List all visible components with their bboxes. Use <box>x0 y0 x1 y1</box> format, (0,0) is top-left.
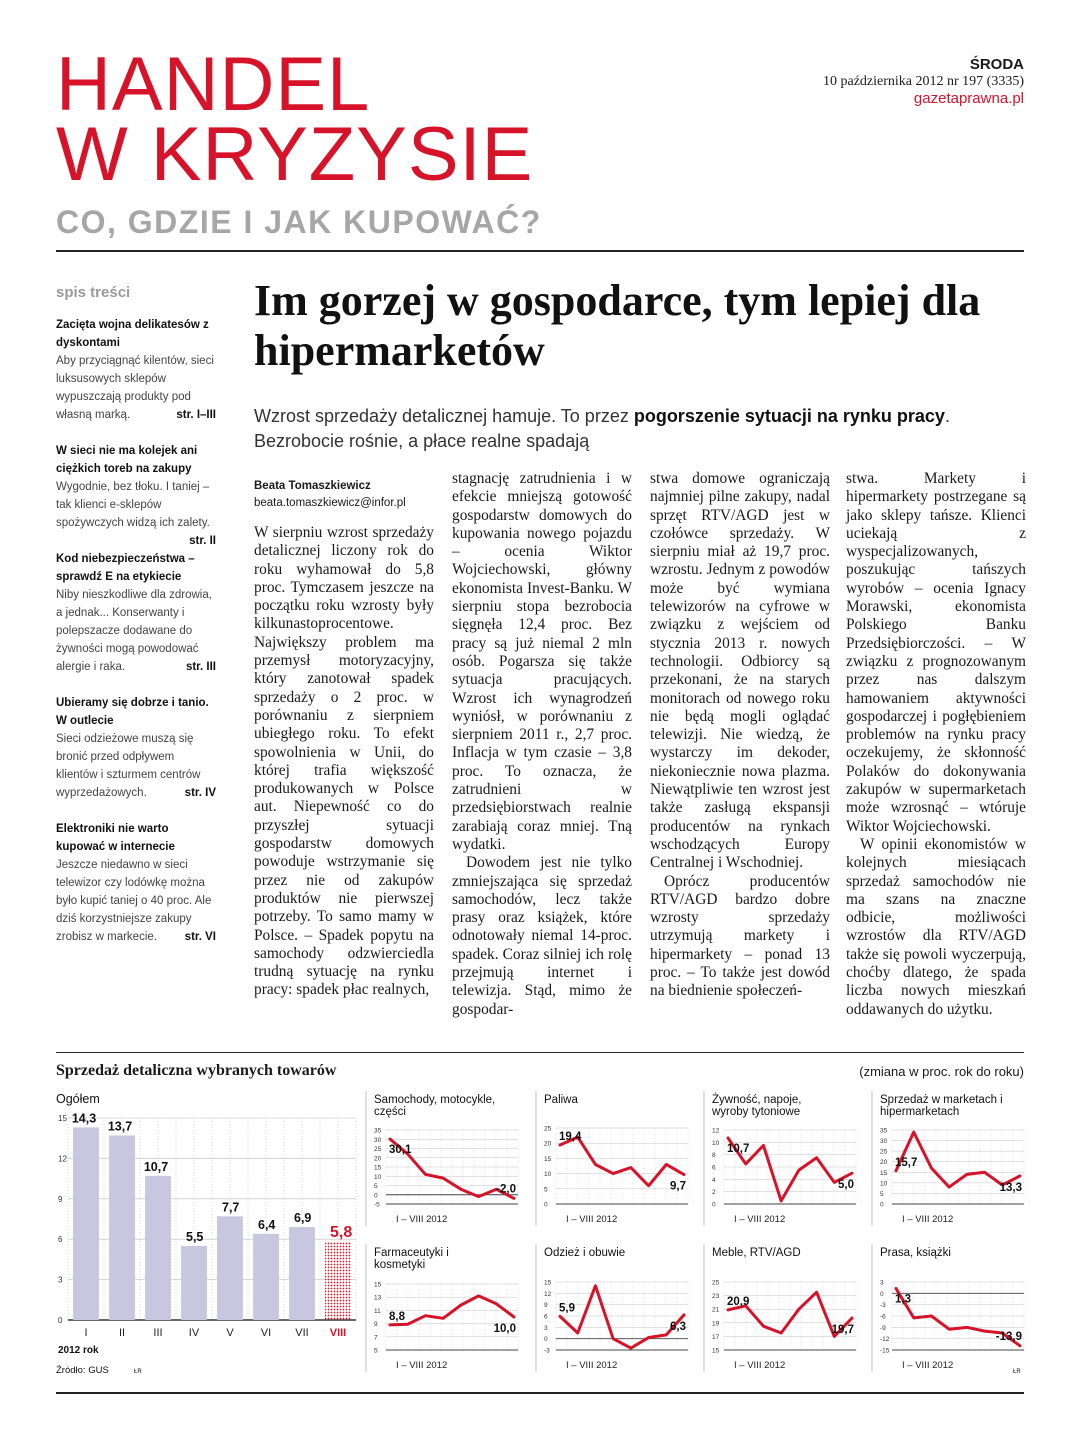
toc-item[interactable] <box>56 442 216 547</box>
y-tick-label: -5 <box>374 1201 380 1209</box>
article-column-3 <box>650 470 830 1001</box>
dateline <box>823 56 1024 107</box>
series-line <box>560 1286 684 1348</box>
toc-item-body: Wygodnie, bez tłoku. I taniej – tak klienci e-sklepów spożywczych widzą ich zalety. str. II <box>56 478 216 532</box>
y-tick-label: 4 <box>712 1176 716 1184</box>
source-label: Źródło: GUS <box>56 1365 109 1376</box>
chart-title: Odzież i obuwie <box>544 1247 626 1259</box>
y-tick-label: 0 <box>544 1201 548 1209</box>
article-paragraph: Dowodem jest nie tylko zmniejszająca się sprzedaż samochodów, lecz także prasy oraz książek, które odnotowały niemal 14-proc. spadek. Coraz silniej ich rolę przejmują internet i telewizja. Stąd, mimo że gospodar- <box>452 854 632 1018</box>
y-tick-label: 23 <box>712 1293 720 1301</box>
article-column-4 <box>846 470 1026 1019</box>
chart-title: części <box>374 1106 406 1118</box>
y-tick-label: -3 <box>880 1302 886 1310</box>
y-tick-label: 10 <box>544 1171 552 1179</box>
x-tick-label: VII <box>295 1327 309 1339</box>
y-tick-label: 9 <box>374 1321 378 1329</box>
table-of-contents <box>56 284 216 964</box>
chart-section-divider <box>56 1052 1024 1053</box>
y-tick-label: 0 <box>374 1192 378 1200</box>
y-tick-label: -3 <box>544 1347 550 1355</box>
article-paragraph: Oprócz producentów RTV/AGD bardzo dobre wzrosty sprzedaży utrzymują markety i hipermarkety – ponad 13 proc. – To także jest dowód na biednienie społeczeń- <box>650 872 830 1000</box>
y-tick-label: 6 <box>58 1235 63 1245</box>
chart-title: Sprzedaż w marketach i <box>880 1094 1003 1106</box>
article-paragraph: stagnację zatrudnienia i w efekcie mniejszą gotowość gospodarstw domowych do kupowania nowego pojazdu – ocenia Wiktor Wojciechowski, główny ekonomista Invest-Banku. W sierpniu stopa bezrobocia sięgnęła 12,4 proc. Bez pracy są już niemal 2 mln osób. Pogarsza się także sytuacja pracujących. Wzrost ich wynagrodzeń wyniósł, w porównaniu z sierpniem 2011 r., 2,7 proc. Inflacja w tym czasie – 3,8 proc. To oznacza, że zatrudnieni w przedsiębiorstwach realnie zarabiają coraz mniej. Tną wydatki. <box>452 470 632 853</box>
y-tick-label: 0 <box>880 1201 884 1209</box>
chart-title: Prasa, książki <box>880 1247 951 1259</box>
end-value-label: 6,3 <box>670 1320 686 1333</box>
y-tick-label: 12 <box>712 1127 720 1135</box>
y-tick-label: 5 <box>374 1183 378 1190</box>
line-chart-panel <box>536 1091 688 1226</box>
y-tick-label: -12 <box>880 1336 890 1344</box>
chart-title: hipermarketach <box>880 1106 960 1118</box>
toc-item-heading: W sieci nie ma kolejek ani ciężkich toreb na zakupy <box>56 445 198 475</box>
y-tick-label: 6 <box>544 1313 548 1321</box>
period-label: I – VIII 2012 <box>396 1360 448 1371</box>
article-paragraph: W opinii ekonomistów w kolejnych miesiącach sprzedaż samochodów nie ma szans na znaczne odbicie, możliwości wzrostów dla RTV/AGD także się powoli wyczerpują, choćby dlatego, że spada liczba nowych mieszkań oddawanych do użytku. <box>846 835 1026 1018</box>
y-tick-label: 12 <box>58 1154 67 1164</box>
y-tick-label: 5 <box>374 1347 378 1355</box>
y-tick-label: 25 <box>374 1146 382 1153</box>
chart-title-ogolem: Ogółem <box>56 1092 100 1106</box>
end-value-label: -2,0 <box>496 1183 516 1196</box>
y-tick-label: 35 <box>374 1127 382 1135</box>
toc-item-heading: Ubieramy się dobrze i tanio. W outlecie <box>56 697 209 727</box>
y-tick-label: -6 <box>880 1313 886 1321</box>
byline <box>254 478 434 512</box>
line-chart-panel <box>366 1244 518 1372</box>
y-tick-label: 15 <box>374 1281 382 1289</box>
bar-value-label: 6,9 <box>294 1211 312 1226</box>
y-tick-label: 21 <box>712 1306 720 1314</box>
end-value-label: 9,7 <box>670 1180 686 1193</box>
article-paragraph: stwa. Markety i hipermarkety postrzegane są jako sklepy tańsze. Klienci uciekają z wyspecjalizowanych, poszukując tańszych wyrobów – ocenia Ignacy Morawski, ekonomista Polskiego Banku Przedsiębiorczości. – W związku z prognozowanym przez nas dalszym hamowaniem aktywności gospodarczej i pogłębieniem problemów na rynku pracy oczekujemy, że skłonność Polaków do dokonywania zakupów w supermarketach może wzrosnąć – wtóruje Wiktor Wojciechowski. <box>846 470 1026 835</box>
toc-item-page-ref: str. I–III <box>176 409 216 421</box>
start-value-label: 1,3 <box>895 1293 911 1306</box>
y-tick-label: 30 <box>374 1136 382 1144</box>
end-value-label: 5,0 <box>838 1179 854 1192</box>
period-label: I – VIII 2012 <box>734 1214 786 1225</box>
toc-item-page-ref: str. VI <box>184 931 216 943</box>
masthead-title <box>56 42 534 197</box>
chart-section-title: Sprzedaż detaliczna wybranych towarów <box>56 1062 337 1079</box>
y-tick-label: 10 <box>712 1139 720 1147</box>
y-tick-label: 5 <box>880 1190 884 1198</box>
y-tick-label: -9 <box>880 1324 886 1332</box>
bar-value-label: 13,7 <box>107 1119 133 1134</box>
period-label: I – VIII 2012 <box>902 1214 954 1225</box>
start-value-label: 10,7 <box>727 1143 750 1156</box>
line-chart-panel <box>872 1244 1024 1372</box>
lead-emphasis: pogorszenie sytuacji na rynku pracy <box>633 406 945 426</box>
x-tick-label: VIII <box>329 1327 347 1339</box>
x-tick-label: II <box>118 1327 126 1339</box>
y-tick-label: 12 <box>544 1290 552 1298</box>
toc-item-heading: Kod niebezpieczeństwa – sprawdź E na etykiecie <box>56 553 195 583</box>
y-tick-label: 15 <box>374 1164 382 1172</box>
series-line <box>560 1137 684 1186</box>
masthead-divider <box>56 250 1024 252</box>
series-line <box>390 1139 514 1198</box>
y-tick-label: 20 <box>544 1140 552 1148</box>
y-tick-label: 15 <box>544 1279 552 1287</box>
y-tick-label: 20 <box>880 1159 888 1167</box>
bar <box>109 1136 135 1320</box>
series-line <box>390 1296 514 1325</box>
y-tick-label: 10 <box>880 1180 888 1188</box>
x-tick-label: V <box>226 1327 234 1339</box>
period-label: I – VIII 2012 <box>902 1360 954 1371</box>
toc-item-body: Jeszcze niedawno w sieci telewizor czy lodówkę można było kupić taniej o 40 proc. Ale dziś korzystniejsze zakupy zrobisz w markecie. str. VI <box>56 856 216 946</box>
y-tick-label: 25 <box>544 1125 552 1133</box>
credit-label: ŁR <box>1013 1369 1021 1375</box>
bar <box>325 1242 351 1320</box>
start-value-label: 15,7 <box>895 1156 918 1169</box>
bar <box>217 1216 243 1320</box>
bar <box>73 1127 99 1320</box>
y-tick-label: 11 <box>374 1307 381 1315</box>
y-tick-label: 5 <box>544 1186 548 1194</box>
y-tick-label: 10 <box>374 1173 382 1181</box>
author-email[interactable]: beata.tomaszkiewicz@infor.pl <box>254 497 406 509</box>
y-tick-label: 0 <box>58 1316 63 1325</box>
issue-date: 10 października 2012 nr 197 (3335) <box>823 74 1024 89</box>
start-value-label: 30,1 <box>389 1144 412 1157</box>
y-tick-label: 15 <box>58 1114 67 1123</box>
period-label: I – VIII 2012 <box>396 1214 448 1225</box>
article-paragraph: W sierpniu wzrost sprzedaży detalicznej liczony rok do roku wyhamował do 5,8 proc. Tymczasem jeszcze na początku roku wzrosty były kilkunastoprocentowe. Największy problem ma przemysł motoryzacyjny, który zanotował spadek sprzedaży o 2 proc. w porównaniu z sierpniem ubiegłego roku. To efekt spowolnienia w Unii, do której trafia większość produkowanych w Polsce aut. Niepewność co do przyszłej sytuacji gospodarstw domowych powoduje wstrzymanie się przez nie od zakupów produktów nie pierwszej potrzeby. To samo mamy w Polsce. – Spadek popytu na samochody odzwierciedla trudną sytuację na rynku pracy: spadek płac realnych, <box>254 524 434 999</box>
toc-item[interactable] <box>56 820 216 946</box>
x-tick-label: III <box>153 1327 163 1339</box>
bar-value-label: 5,8 <box>330 1223 353 1241</box>
y-tick-label: 13 <box>374 1294 382 1302</box>
x-tick-label: I <box>84 1327 88 1339</box>
chart-title: Żywność, napoje, <box>712 1094 802 1106</box>
chart-title: Paliwa <box>544 1094 578 1106</box>
article-lead: Wzrost sprzedaży detalicznej hamuje. To przez pogorszenie sytuacji na rynku pracy. Bezrobocie rośnie, a płace realne spadają <box>254 406 950 451</box>
series-line <box>728 1138 852 1201</box>
period-label: I – VIII 2012 <box>566 1214 618 1225</box>
y-tick-label: 3 <box>544 1324 548 1332</box>
y-tick-label: 25 <box>880 1148 888 1156</box>
y-tick-label: 15 <box>544 1155 552 1163</box>
toc-item-heading: Elektroniki nie warto kupować w internecie <box>56 823 175 853</box>
x-tick-label: IV <box>188 1327 200 1339</box>
y-tick-label: 6 <box>712 1164 716 1172</box>
site-link[interactable]: gazetaprawna.pl <box>913 90 1024 107</box>
y-tick-label: 15 <box>712 1347 720 1355</box>
year-label: 2012 rok <box>58 1345 99 1356</box>
start-value-label: 5,9 <box>559 1302 575 1315</box>
line-chart-panel <box>872 1091 1024 1226</box>
y-tick-label: 17 <box>712 1333 720 1341</box>
bar <box>181 1246 207 1320</box>
y-tick-label: 9 <box>58 1194 63 1204</box>
author-name: Beata Tomaszkiewicz <box>254 480 371 492</box>
credit-label: ŁR <box>134 1369 142 1375</box>
y-tick-label: 20 <box>374 1155 382 1163</box>
chart-section-note: (zmiana w proc. rok do roku) <box>859 1064 1024 1079</box>
bar-value-label: 5,5 <box>186 1229 204 1244</box>
toc-item[interactable] <box>56 316 216 424</box>
y-tick-label: 8 <box>712 1152 716 1160</box>
line-chart-panel <box>704 1091 856 1226</box>
masthead-title-line1: HANDEL <box>56 42 371 127</box>
bar-chart-ogolem <box>56 1092 356 1376</box>
issue-day: ŚRODA <box>969 56 1024 73</box>
page-bottom-divider <box>56 1392 1024 1394</box>
y-tick-label: 19 <box>712 1320 720 1328</box>
end-value-label: -13,9 <box>995 1330 1022 1343</box>
bar-value-label: 7,7 <box>222 1200 240 1215</box>
article-headline: Im gorzej w gospodarce, tym lepiej dla hipermarketów <box>254 276 981 375</box>
toc-item-page-ref: str. III <box>185 661 216 673</box>
y-tick-label: 0 <box>544 1336 548 1344</box>
toc-item[interactable] <box>56 694 216 802</box>
toc-item-heading: Zacięta wojna delikatesów z dyskontami <box>56 319 209 349</box>
end-value-label: 19,7 <box>831 1324 854 1337</box>
bar-value-label: 14,3 <box>71 1111 97 1126</box>
series-line <box>728 1292 852 1336</box>
y-tick-label: 7 <box>374 1334 378 1342</box>
y-tick-label: -15 <box>880 1347 890 1355</box>
line-chart-panel <box>366 1091 518 1226</box>
series-line <box>896 1132 1020 1187</box>
y-tick-label: 3 <box>880 1279 884 1287</box>
end-value-label: 10,0 <box>493 1323 516 1335</box>
chart-title: Meble, RTV/AGD <box>712 1247 801 1259</box>
toc-item-body: Niby nieszkodliwe dla zdrowia, a jednak... Konserwanty i polepszacze dodawane do żywności mogą powodować alergie i raka. str. III <box>56 586 216 676</box>
period-label: I – VIII 2012 <box>734 1360 786 1371</box>
start-value-label: 20,9 <box>727 1295 750 1308</box>
start-value-label: 19,4 <box>559 1131 582 1144</box>
toc-item-page-ref: str. II <box>189 535 216 547</box>
article-column-1 <box>254 524 434 1000</box>
y-tick-label: 2 <box>712 1189 716 1197</box>
bar <box>289 1227 315 1320</box>
toc-label: spis treści <box>56 284 131 301</box>
toc-item-body: Sieci odzieżowe muszą się bronić przed odpływem klientów i szturmem centrów wyprzedażowych. str. IV <box>56 730 216 802</box>
y-tick-label: 35 <box>880 1127 888 1135</box>
chart-title: Samochody, motocykle, <box>374 1094 496 1106</box>
y-tick-label: 0 <box>712 1201 716 1209</box>
toc-item-body: Aby przyciągnąć kilentów, sieci luksusowych sklepów wypuszczają produkty pod własną marką. str. I–III <box>56 352 216 424</box>
chart-title: kosmetyki <box>374 1259 426 1271</box>
article-column-2 <box>452 470 632 1019</box>
y-tick-label: 9 <box>544 1302 548 1310</box>
series-line <box>896 1288 1020 1345</box>
masthead-title-line2: W KRYZYSIE <box>56 112 534 197</box>
chart-title: wyroby tytoniowe <box>712 1106 801 1118</box>
y-tick-label: 30 <box>880 1138 888 1146</box>
bar <box>253 1234 279 1320</box>
y-tick-label: 0 <box>880 1290 884 1298</box>
y-tick-label: 3 <box>58 1275 63 1285</box>
article-paragraph: stwa domowe ograniczają najmniej pilne zakupy, nadal sprzęt RTV/AGD jest w czołówce sprzedaży. W sierpniu miał aż 19,7 proc. wzrostu. Jednym z powodów może być wymiana telewizorów na cyfrowe w związku z wejściem od stycznia 2013 r. nowych technologii. Odbiorcy są przekonani, że na starych monitorach od nowego roku nie będą mogli oglądać telewizji. Nie wiedzą, że wystarczy im dekoder, niekoniecznie nowa plazma. Niewątpliwie ten wzrost jest także zasługą ekspansji producentów na rynkach wschodzących Europy Centralnej i Wschodniej. <box>650 470 830 872</box>
toc-item-page-ref: str. IV <box>184 787 216 799</box>
line-chart-panel <box>536 1244 688 1372</box>
y-tick-label: 15 <box>880 1169 888 1177</box>
masthead-subtitle: CO, GDZIE I JAK KUPOWAĆ? <box>56 204 542 240</box>
line-chart-panel <box>704 1244 856 1372</box>
period-label: I – VIII 2012 <box>566 1360 618 1371</box>
bar <box>145 1176 171 1320</box>
chart-title: Farmaceutyki i <box>374 1247 449 1259</box>
start-value-label: 8,8 <box>389 1310 405 1323</box>
x-tick-label: VI <box>260 1327 272 1339</box>
y-tick-label: 25 <box>712 1279 720 1287</box>
bar-value-label: 10,7 <box>143 1159 169 1174</box>
toc-item[interactable] <box>56 550 216 676</box>
end-value-label: 13,3 <box>999 1181 1022 1194</box>
bar-value-label: 6,4 <box>258 1217 276 1232</box>
